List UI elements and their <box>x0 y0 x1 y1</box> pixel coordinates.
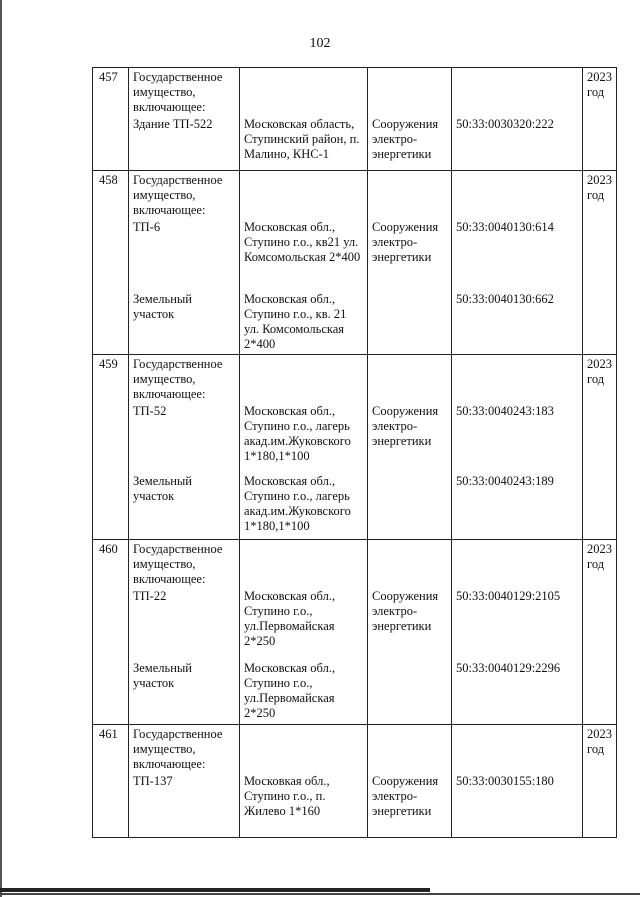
address-cell <box>240 171 368 355</box>
item-cadastral: 50:33:0030155:180 <box>456 774 554 788</box>
cadastral-cell <box>452 171 583 355</box>
item-name: ТП-22 <box>133 589 167 603</box>
table-row <box>93 68 617 171</box>
item-type: Сооружения электро-энергетики <box>372 589 439 633</box>
item-name: ТП-52 <box>133 404 167 418</box>
year-cell: 2023 год <box>583 68 617 171</box>
item-address: Московкая обл., Ступино г.о., п. Жилево 1*160 <box>244 774 330 818</box>
year-cell: 2023 год <box>583 725 617 838</box>
year-cell: 2023 год <box>583 540 617 725</box>
item-name: ТП-137 <box>133 774 173 788</box>
address-cell <box>240 540 368 725</box>
name-cell <box>129 355 240 540</box>
item-type: Сооружения электро-энергетики <box>372 404 439 448</box>
table-row <box>93 725 617 838</box>
item-type: Сооружения электро-энергетики <box>372 220 439 264</box>
item-name: Земельный участок <box>133 474 192 503</box>
cadastral-cell <box>452 725 583 838</box>
type-cell <box>368 725 452 838</box>
item-cadastral: 50:33:0040129:2105 <box>456 589 561 603</box>
item-cadastral: 50:33:0040130:662 <box>456 292 554 306</box>
item-type: Сооружения электро-энергетики <box>372 117 439 161</box>
item-name: Земельный участок <box>133 292 192 321</box>
item-address: Московская обл., Ступино г.о., лагерь акад.им.Жуковского 1*180,1*100 <box>244 474 351 533</box>
property-registry-table <box>92 67 617 838</box>
year-cell: 2023 год <box>583 355 617 540</box>
item-cadastral: 50:33:0040243:183 <box>456 404 554 418</box>
item-cadastral: 50:33:0040243:189 <box>456 474 554 488</box>
page-number: 102 <box>309 36 331 51</box>
year-cell: 2023 год <box>583 171 617 355</box>
cadastral-cell <box>452 540 583 725</box>
item-address: Московская обл., Ступино г.о., кв. 21 ул. Комсомольская 2*400 <box>244 292 347 351</box>
scan-bottom-edge <box>0 888 430 892</box>
item-name: Земельный участок <box>133 661 192 690</box>
item-name: Здание ТП-522 <box>133 117 213 131</box>
scan-left-edge <box>0 0 2 897</box>
table-row <box>93 540 617 725</box>
group-title: Государственное имущество, включающее: <box>133 542 223 586</box>
row-number: 461 <box>93 725 129 838</box>
table-row <box>93 355 617 540</box>
type-cell <box>368 171 452 355</box>
item-name: ТП-6 <box>133 220 161 234</box>
item-address: Московская обл., Ступино г.о., ул.Первомайская 2*250 <box>244 589 336 648</box>
row-number: 458 <box>93 171 129 355</box>
group-title: Государственное имущество, включающее: <box>133 173 223 217</box>
item-address: Московская область, Ступинский район, п. Малино, КНС-1 <box>244 117 360 161</box>
cadastral-cell <box>452 68 583 171</box>
item-address: Московская обл., Ступино г.о., кв21 ул. Комсомольская 2*400 <box>244 220 361 264</box>
type-cell <box>368 540 452 725</box>
address-cell <box>240 725 368 838</box>
name-cell <box>129 171 240 355</box>
scan-bottom-edge <box>0 893 640 895</box>
item-cadastral: 50:33:0040129:2296 <box>456 661 561 675</box>
row-number: 459 <box>93 355 129 540</box>
address-cell <box>240 355 368 540</box>
row-number: 460 <box>93 540 129 725</box>
item-cadastral: 50:33:0040130:614 <box>456 220 554 234</box>
table-row <box>93 171 617 355</box>
type-cell <box>368 355 452 540</box>
item-address: Московская обл., Ступино г.о., лагерь акад.им.Жуковского 1*180,1*100 <box>244 404 351 463</box>
cadastral-cell <box>452 355 583 540</box>
item-cadastral: 50:33:0030320:222 <box>456 117 554 131</box>
group-title: Государственное имущество, включающее: <box>133 357 223 401</box>
group-title: Государственное имущество, включающее: <box>133 727 223 771</box>
name-cell <box>129 725 240 838</box>
item-address: Московская обл., Ступино г.о., ул.Первомайская 2*250 <box>244 661 336 720</box>
name-cell <box>129 68 240 171</box>
group-title: Государственное имущество, включающее: <box>133 70 223 114</box>
row-number: 457 <box>93 68 129 171</box>
item-type: Сооружения электро-энергетики <box>372 774 439 818</box>
type-cell <box>368 68 452 171</box>
name-cell <box>129 540 240 725</box>
address-cell <box>240 68 368 171</box>
